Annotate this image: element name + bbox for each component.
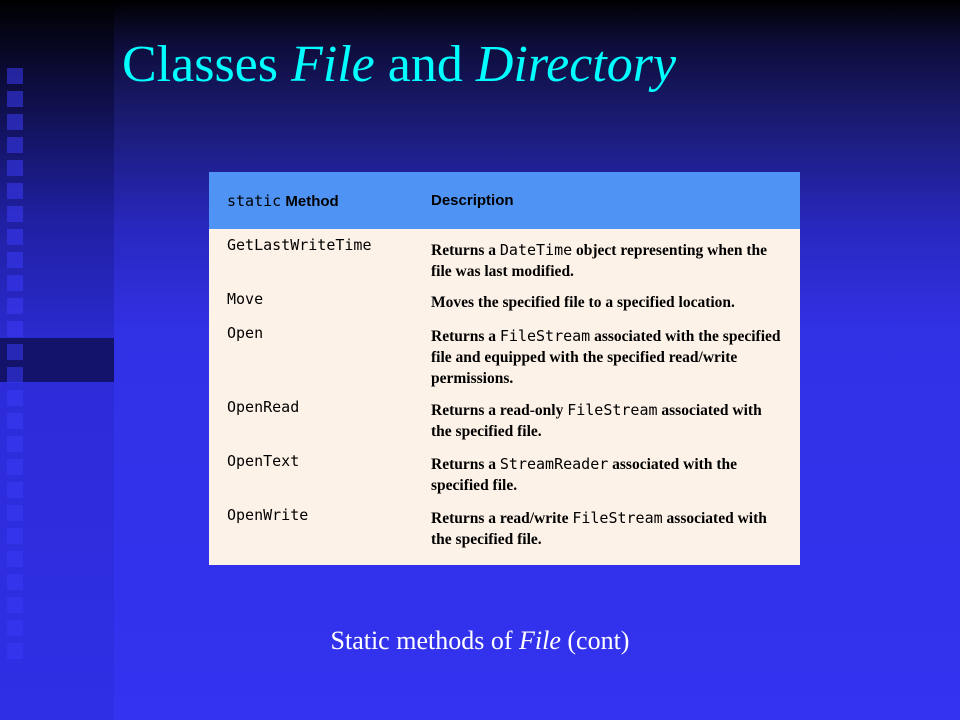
title-text: Classes bbox=[122, 36, 291, 93]
title-file: File bbox=[291, 36, 375, 93]
slide-title bbox=[122, 34, 676, 96]
method-description: Returns a StreamReader associated with the specified file. bbox=[431, 455, 737, 494]
table-row bbox=[209, 290, 800, 313]
method-name: OpenRead bbox=[227, 398, 300, 416]
method-description: Moves the specified file to a specified location. bbox=[431, 294, 735, 311]
header-description: Description bbox=[431, 192, 514, 209]
method-name: Open bbox=[227, 324, 264, 342]
table-row bbox=[209, 506, 800, 550]
method-description: Returns a FileStream associated with the specified file and equipped with the specified read/write permissions. bbox=[431, 327, 781, 387]
method-name: GetLastWriteTime bbox=[227, 236, 372, 254]
method-name: Move bbox=[227, 290, 264, 308]
decorative-left-strip bbox=[0, 0, 114, 720]
title-directory: Directory bbox=[475, 36, 677, 93]
method-name: OpenWrite bbox=[227, 506, 309, 524]
table-row bbox=[209, 236, 800, 282]
decorative-squares bbox=[7, 68, 25, 659]
title-text-and: and bbox=[374, 36, 476, 93]
table-row bbox=[209, 398, 800, 442]
method-description: Returns a read/write FileStream associated with the specified file. bbox=[431, 509, 767, 548]
table-row bbox=[209, 452, 800, 496]
slide-caption: Static methods of File (cont) bbox=[330, 626, 630, 655]
header-method: static Method bbox=[227, 191, 339, 210]
method-description: Returns a DateTime object representing when the file was last modified. bbox=[431, 241, 768, 280]
method-name: OpenText bbox=[227, 452, 300, 470]
table-row bbox=[209, 324, 800, 389]
method-description: Returns a read-only FileStream associated with the specified file. bbox=[431, 401, 762, 440]
table-header bbox=[209, 172, 800, 229]
methods-table bbox=[209, 172, 800, 565]
